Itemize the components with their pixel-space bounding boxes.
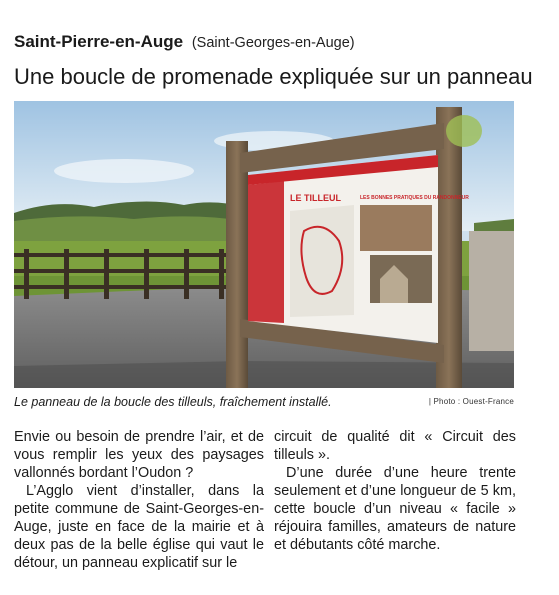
headline [14,32,544,53]
article-paragraph: circuit de qualité dit « Circuit des tilleuls ». [274,429,516,463]
sign-title: LE TILLEUL [290,193,341,203]
article-photo [14,101,514,388]
photo-caption: Le panneau de la boucle des tilleuls, fraîchement installé. [14,395,332,409]
photo-credit: | Photo : Ouest-France [428,397,514,406]
article-paragraph: L’Agglo vient d’installer, dans la petite commune de Saint-Georges-en-Auge, juste en face de la mairie et à deux pas de la belle église qui vaut le détour, un panneau explicatif sur le [14,483,264,571]
headline-subtown: (Saint-Georges-en-Auge) [191,35,355,51]
article-paragraph: D’une durée d’une heure trente seulement et d’une longueur de 5 km, cette boucle d’un niveau « facile » réjouira familles, amateurs de nature et débutants côté marche. [274,465,516,553]
article-column-left [14,428,264,572]
article-paragraph: Envie ou besoin de prendre l’air, et de vous remplir les yeux des paysages vallonnés bordant l’Oudon ? [14,429,264,481]
article-title: Une boucle de promenade expliquée sur un panneau [14,64,533,89]
photo-illustration [14,101,514,388]
article-column-right [274,428,516,554]
headline-town: Saint-Pierre-en-Auge [14,32,184,51]
sign-panel-title: LES BONNES PRATIQUES DU RANDONNEUR [360,195,469,201]
